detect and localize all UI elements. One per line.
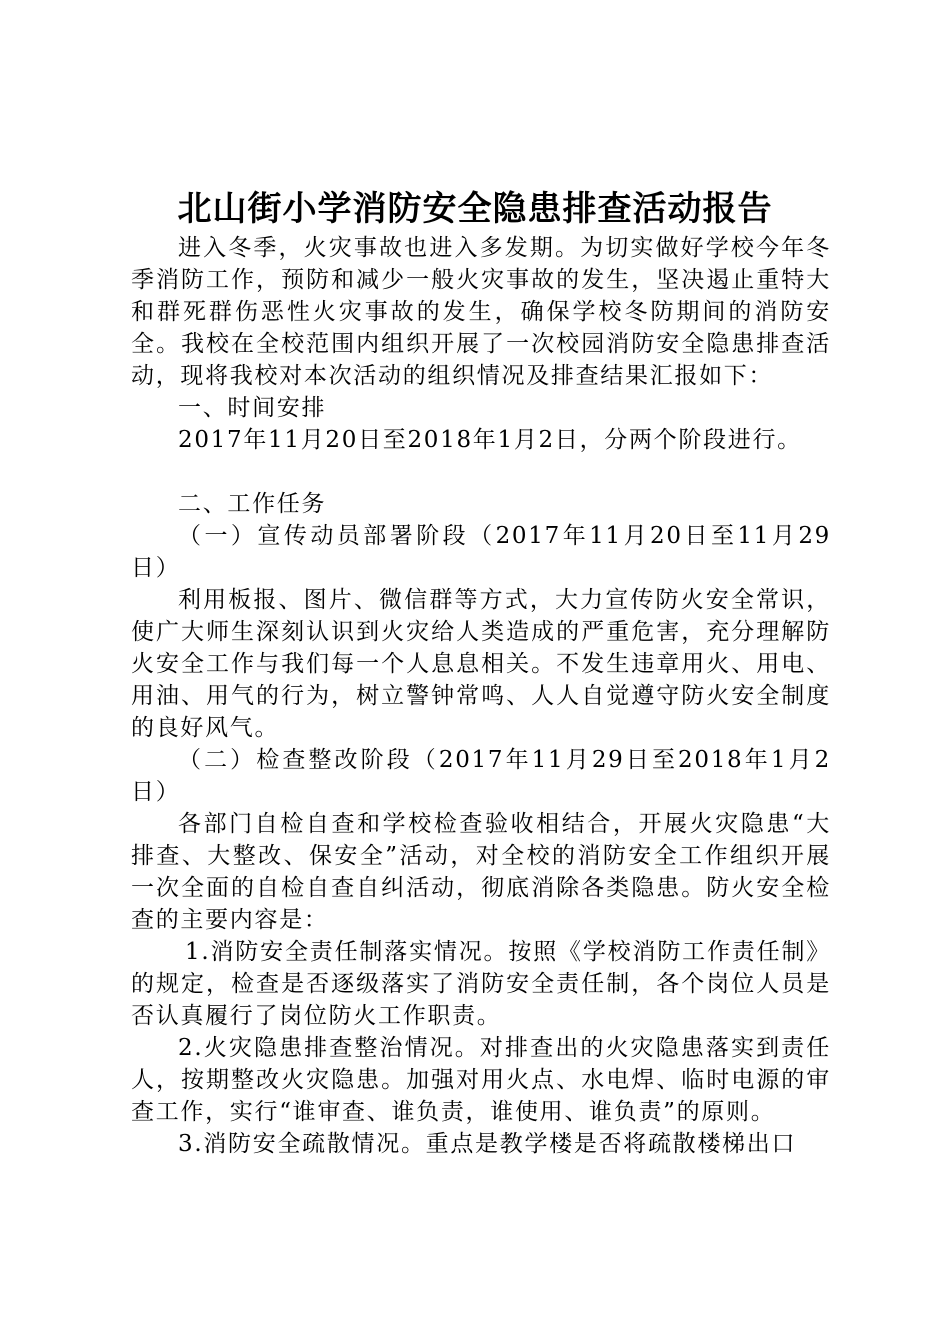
section-heading-schedule: 一、时间安排 bbox=[178, 395, 327, 421]
list-item: 1.消防安全责任制落实情况。按照《学校消防工作责任制》的规定，检查是否逐级落实了消防安全责任制，各个岗位人员是否认真履行了岗位防火工作职责。 bbox=[131, 939, 831, 1029]
subsection-heading-inspection: （二）检查整改阶段（2017年11月29日至2018年1月2日） bbox=[131, 747, 831, 805]
document-body bbox=[131, 232, 831, 1160]
section-heading-tasks: 二、工作任务 bbox=[178, 491, 327, 517]
inspection-paragraph: 各部门自检自查和学校检查验收相结合，开展火灾隐患“大排查、大整改、保安全”活动，对全校的消防安全工作组织开展一次全面的自检自查自纠活动，彻底消除各类隐患。防火安全检查的主要内容是： bbox=[131, 811, 831, 933]
intro-paragraph: 进入冬季，火灾事故也进入多发期。为切实做好学校今年冬季消防工作，预防和减少一般火灾事故的发生，坚决遏止重特大和群死群伤恶性火灾事故的发生，确保学校冬防期间的消防安全。我校在全校范围内组织开展了一次校园消防安全隐患排查活动，现将我校对本次活动的组织情况及排查结果汇报如下： bbox=[131, 235, 831, 389]
subsection-heading-publicity: （一）宣传动员部署阶段（2017年11月20日至11月29日） bbox=[131, 523, 831, 581]
publicity-paragraph: 利用板报、图片、微信群等方式，大力宣传防火安全常识，使广大师生深刻认识到火灾给人类造成的严重危害，充分理解防火安全工作与我们每一个人息息相关。不发生违章用火、用电、用油、用气的行为，树立警钟常鸣、人人自觉遵守防火安全制度的良好风气。 bbox=[131, 587, 831, 741]
list-item: 2.火灾隐患排查整治情况。对排查出的火灾隐患落实到责任人，按期整改火灾隐患。加强对用火点、水电焊、临时电源的审查工作，实行“谁审查、谁负责，谁使用、谁负责”的原则。 bbox=[131, 1035, 831, 1125]
document-title: 北山街小学消防安全隐患排查活动报告 bbox=[177, 189, 773, 229]
list-item: 3.消防安全疏散情况。重点是教学楼是否将疏散楼梯出口 bbox=[178, 1131, 797, 1157]
schedule-paragraph: 2017年11月20日至2018年1月2日，分两个阶段进行。 bbox=[178, 427, 802, 453]
